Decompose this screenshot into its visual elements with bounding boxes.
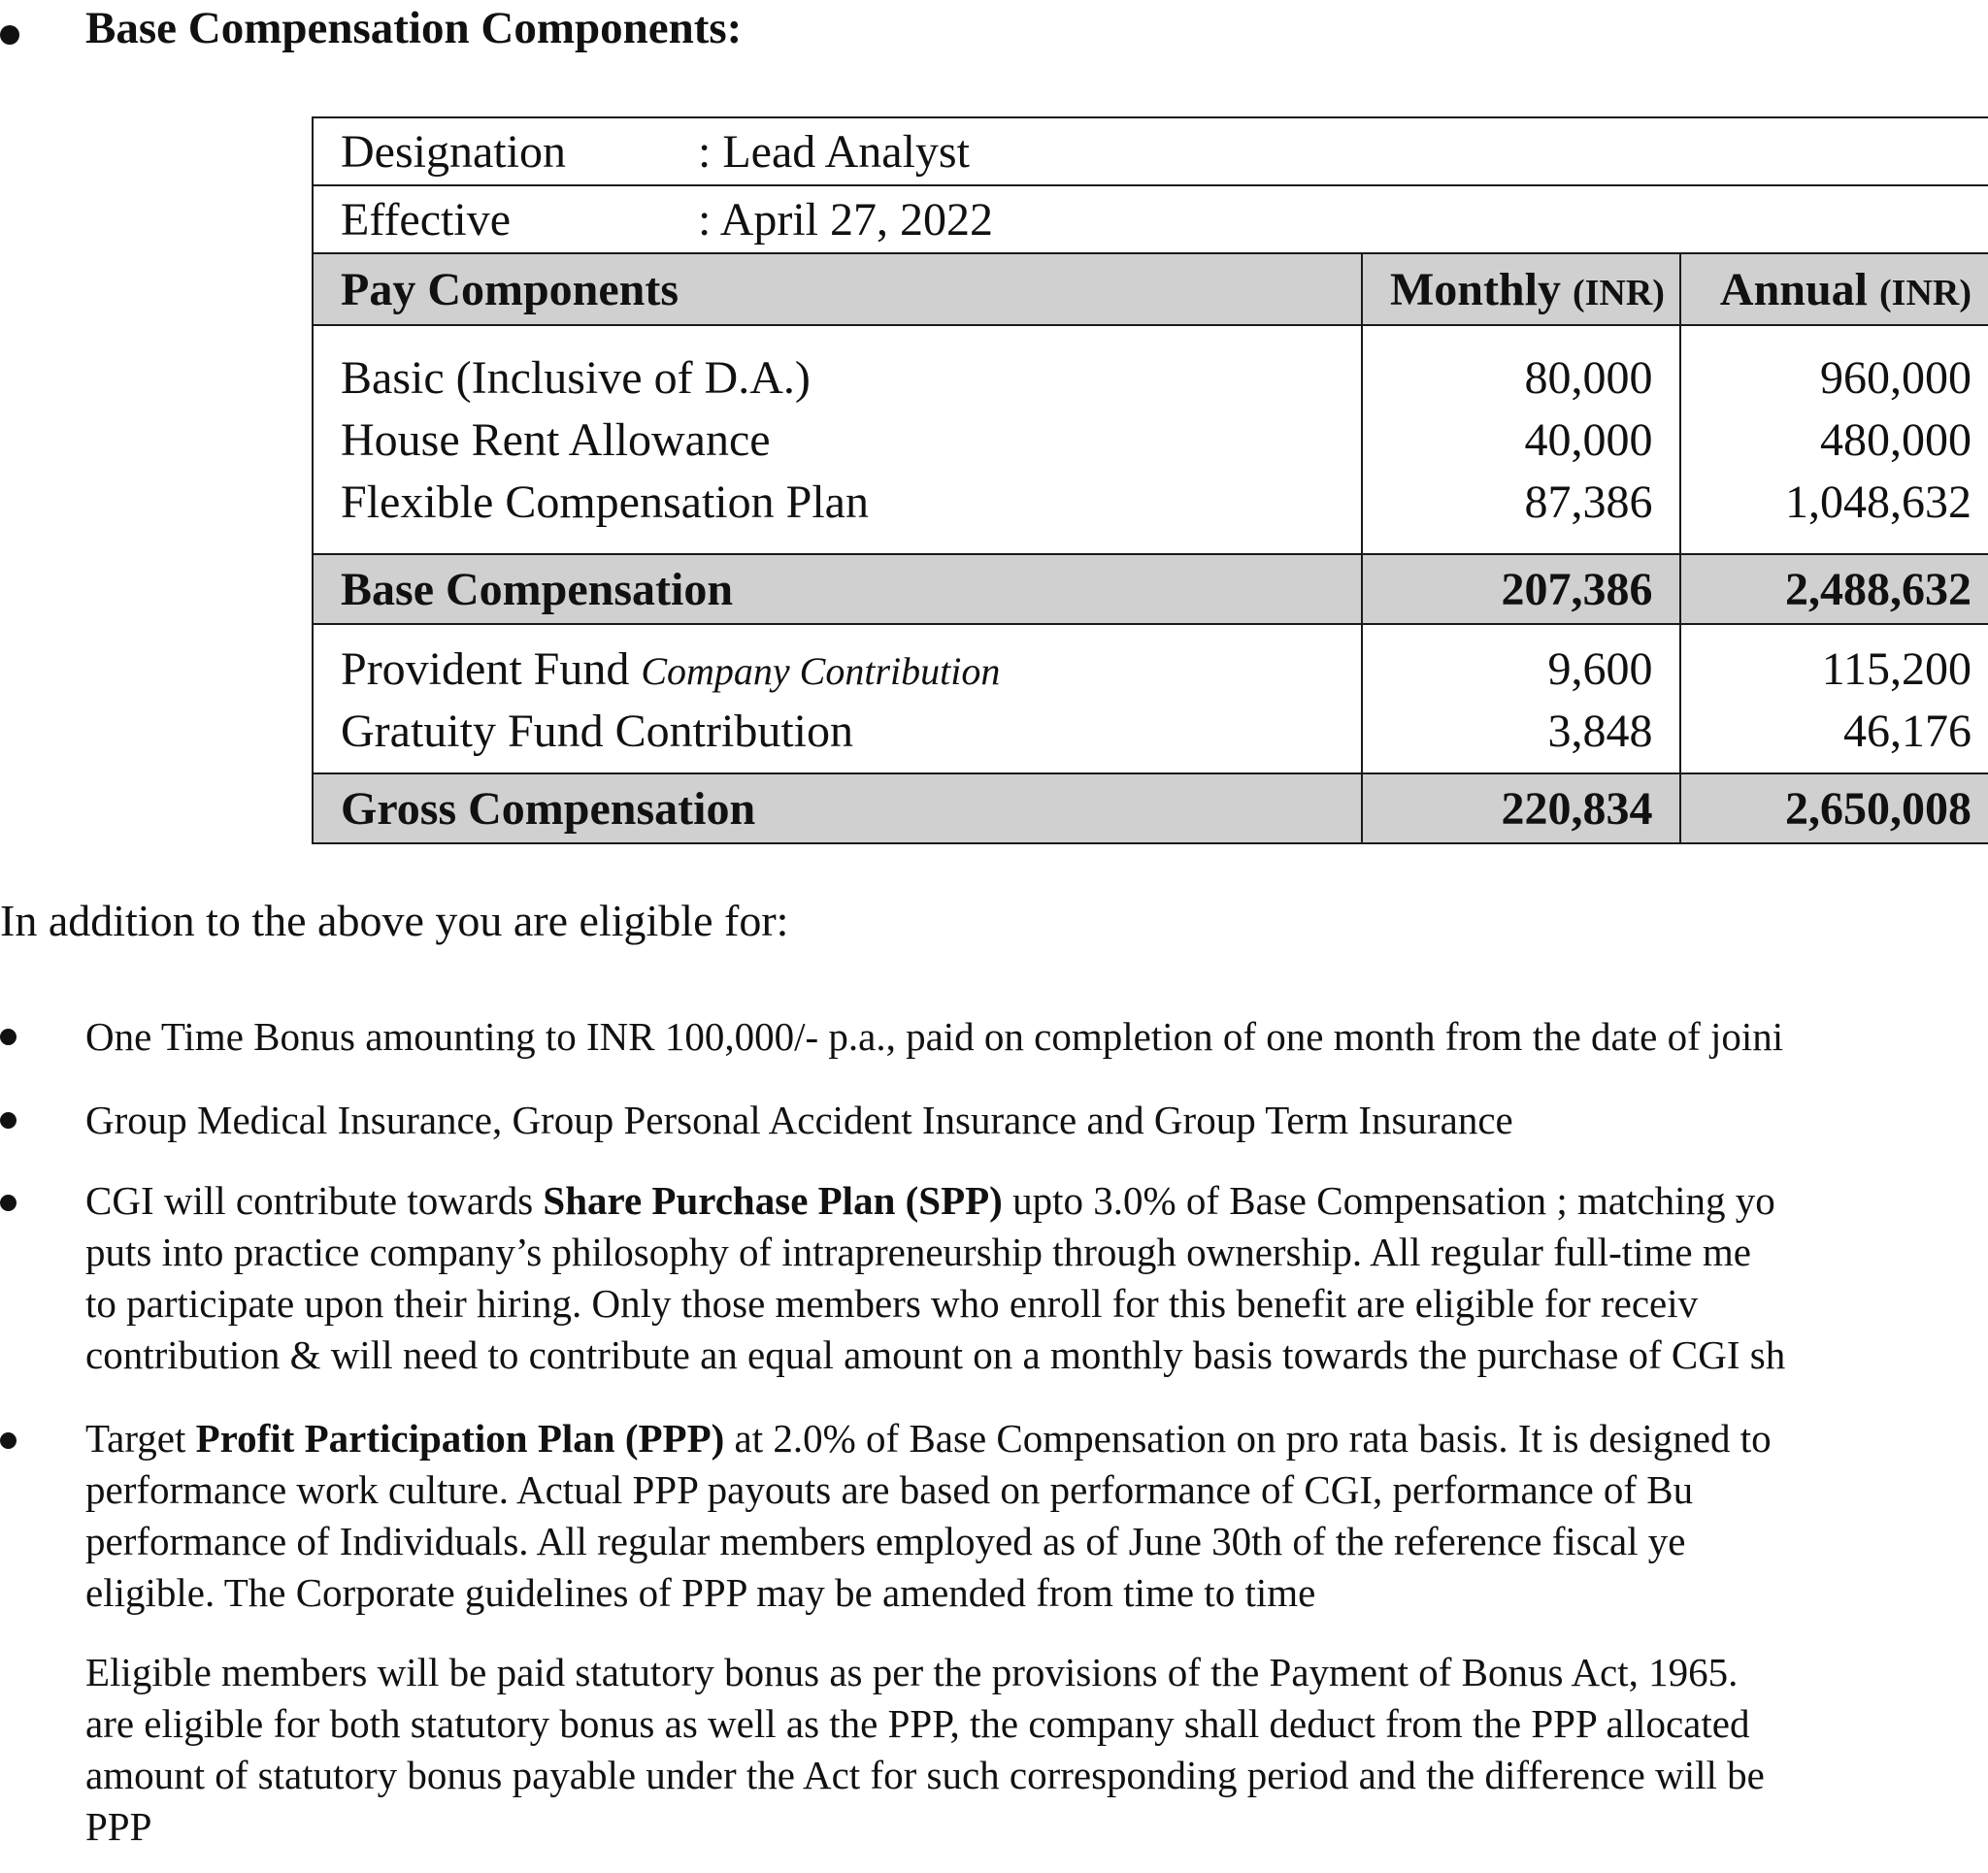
ppp-line: performance work culture. Actual PPP payouts are based on performance of CGI, performance of Bu	[85, 1467, 1694, 1512]
contribution-label: Gratuity Fund Contribution	[341, 706, 853, 757]
designation-row	[313, 117, 1988, 185]
statutory-line: PPP	[85, 1804, 152, 1849]
spp-line: to participate upon their hiring. Only those members who enroll for this benefit are eligible for receiv	[85, 1281, 1699, 1326]
contribution-note: Company Contribution	[641, 649, 1001, 693]
designation-value: : Lead Analyst	[698, 125, 970, 178]
spp-line: contribution & will need to contribute an equal amount on a monthly basis towards the purchase of CGI sh	[85, 1332, 1786, 1377]
contribution-monthly: 9,600	[1547, 643, 1653, 695]
contribution-label: Provident Fund Company Contribution	[341, 643, 1001, 695]
component-monthly: 80,000	[1524, 352, 1653, 404]
component-annual: 480,000	[1820, 414, 1971, 466]
component-monthly: 87,386	[1524, 476, 1653, 528]
component-label: Flexible Compensation Plan	[341, 476, 869, 528]
base-compensation-label: Base Compensation	[313, 554, 1362, 624]
eligibility-intro: In addition to the above you are eligible for:	[0, 896, 789, 945]
bullet-icon	[0, 1112, 17, 1129]
header-monthly: Monthly (INR)	[1362, 253, 1681, 325]
effective-label: Effective	[341, 193, 512, 246]
bullet-icon	[0, 1432, 17, 1449]
contribution-annual: 46,176	[1843, 706, 1971, 757]
header-annual: Annual (INR)	[1680, 253, 1988, 325]
contribution-monthly: 3,848	[1547, 706, 1653, 757]
contribution-labels	[313, 624, 1362, 773]
designation-label: Designation	[341, 125, 566, 178]
ppp-item	[85, 1413, 1988, 1619]
insurance-item: Group Medical Insurance, Group Personal Accident Insurance and Group Term Insurance	[85, 1098, 1513, 1142]
contribution-monthly-values	[1362, 624, 1681, 773]
gross-compensation-row	[313, 773, 1988, 843]
statutory-line: are eligible for both statutory bonus as well as the PPP, the company shall deduct from the PPP allocated	[85, 1701, 1750, 1746]
component-label: House Rent Allowance	[341, 414, 771, 466]
contributions-row	[313, 624, 1988, 773]
ppp-first-line: Target Profit Participation Plan (PPP) at 2.0% of Base Compensation on pro rata basis. It is designed to	[85, 1416, 1772, 1461]
contribution-annual: 115,200	[1821, 643, 1971, 695]
spp-first-line: CGI will contribute towards Share Purchase Plan (SPP) upto 3.0% of Base Compensation ; matching yo	[85, 1178, 1775, 1223]
gross-compensation-annual: 2,650,008	[1680, 773, 1988, 843]
bullet-icon	[0, 25, 19, 45]
ppp-plan-name: Profit Participation Plan (PPP)	[195, 1416, 725, 1461]
base-compensation-annual: 2,488,632	[1680, 554, 1988, 624]
component-annual: 960,000	[1820, 352, 1971, 404]
bonus-item: One Time Bonus amounting to INR 100,000/- p.a., paid on completion of one month from the date of joini	[85, 1014, 1784, 1059]
component-monthly: 40,000	[1524, 414, 1653, 466]
component-labels	[313, 325, 1362, 554]
component-annual-values	[1680, 325, 1988, 554]
gross-compensation-monthly: 220,834	[1362, 773, 1681, 843]
bullet-icon	[0, 1029, 17, 1045]
gross-compensation-label: Gross Compensation	[313, 773, 1362, 843]
effective-row	[313, 185, 1988, 253]
ppp-line: performance of Individuals. All regular members employed as of June 30th of the reference fiscal ye	[85, 1519, 1686, 1563]
component-monthly-values	[1362, 325, 1681, 554]
section-heading: Base Compensation Components:	[85, 3, 743, 53]
statutory-line: Eligible members will be paid statutory bonus as per the provisions of the Payment of Bonus Act, 1965.	[85, 1650, 1739, 1694]
statutory-bonus-paragraph	[85, 1647, 1988, 1853]
base-compensation-monthly: 207,386	[1362, 554, 1681, 624]
spp-line: puts into practice company’s philosophy of intrapreneurship through ownership. All regular full-time me	[85, 1230, 1751, 1274]
ppp-line: eligible. The Corporate guidelines of PPP may be amended from time to time	[85, 1570, 1316, 1615]
effective-value: : April 27, 2022	[698, 193, 994, 246]
contribution-annual-values	[1680, 624, 1988, 773]
header-pay-components: Pay Components	[313, 253, 1362, 325]
spp-item	[85, 1175, 1988, 1381]
components-row	[313, 325, 1988, 554]
base-compensation-row	[313, 554, 1988, 624]
statutory-line: amount of statutory bonus payable under the Act for such corresponding period and the difference will be	[85, 1753, 1765, 1797]
table-header-row	[313, 253, 1988, 325]
compensation-table	[312, 116, 1988, 844]
component-label: Basic (Inclusive of D.A.)	[341, 352, 811, 404]
component-annual: 1,048,632	[1785, 476, 1971, 528]
spp-plan-name: Share Purchase Plan (SPP)	[543, 1178, 1003, 1223]
bullet-icon	[0, 1195, 17, 1211]
